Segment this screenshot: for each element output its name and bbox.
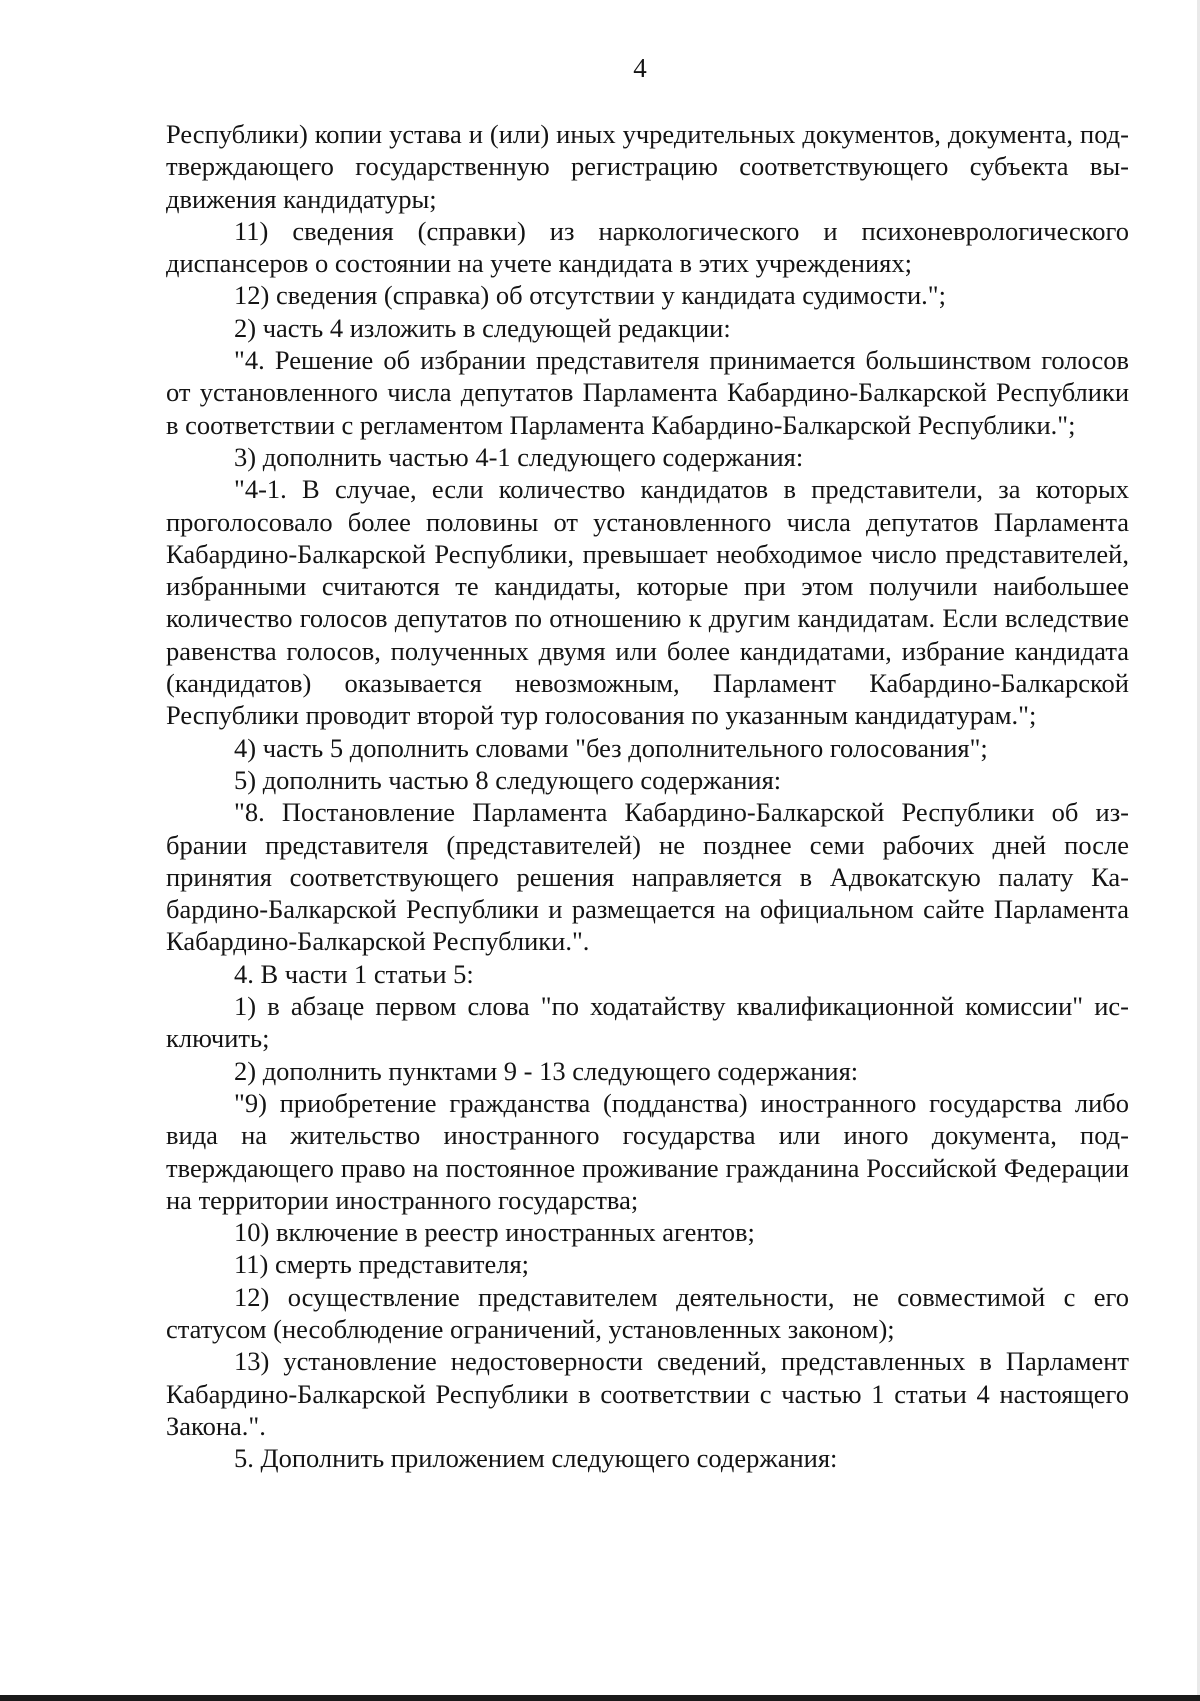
paragraph: 4) часть 5 дополнить словами "без дополнительного голосования"; bbox=[234, 732, 988, 763]
paragraph: "4-1. В случае, если количество кандидатов в представители, за которых проголосовало более половины от установленного числа депутатов Парламента Кабардино-Балкарской Республики, превышает необходимое число представителей, избранными считаются те кандидаты, которые при этом получили наибольшее количество голосов депутатов по отношению к другим кандидатам. Если вследствие равенства голосов, полученных двумя или более кандидатами, избрание кандидата (кандидатов) оказывается невозможным, Парламент Кабардино-Балкарской Республики проводит второй тур голосования по указанным кандидатурам."; bbox=[166, 474, 1129, 731]
paragraph: "9) приобретение гражданства (подданства) иностранного государства либо вида на жительство иностранного государства или иного документа, подтверждающего право на постоянное проживание гражданина Российской Федерации на территории иностранного государства; bbox=[166, 1087, 1129, 1215]
paragraph: 13) установление недостоверности сведений, представленных в Парламент Кабардино-Балкарской Республики в соответствии с частью 1 статьи 4 настоящего Закона.". bbox=[166, 1346, 1129, 1441]
paragraph: 5) дополнить частью 8 следующего содержания: bbox=[234, 764, 782, 795]
paragraph: 4. В части 1 статьи 5: bbox=[234, 958, 474, 989]
paragraph: 10) включение в реестр иностранных агентов; bbox=[234, 1217, 755, 1248]
paragraph: 3) дополнить частью 4-1 следующего содержания: bbox=[234, 441, 804, 472]
paragraph: 2) дополнить пунктами 9 - 13 следующего содержания: bbox=[234, 1055, 859, 1086]
paragraph: Республики) копии устава и (или) иных учредительных документов, документа, подтверждающего государственную регистрацию соответствующего субъекта выдвижения кандидатуры; bbox=[166, 119, 1129, 214]
paragraph: 1) в абзаце первом слова "по ходатайству квалификационной комиссии" исключить; bbox=[166, 991, 1129, 1054]
paragraph: 5. Дополнить приложением следующего содержания: bbox=[234, 1443, 838, 1474]
paragraph: 12) осуществление представителем деятельности, не совместимой с его статусом (несоблюдение ограничений, установленных законом); bbox=[166, 1281, 1129, 1344]
paragraph: 12) сведения (справка) об отсутствии у кандидата судимости."; bbox=[234, 280, 946, 311]
paragraph: 11) смерть представителя; bbox=[234, 1249, 530, 1280]
document-body bbox=[166, 118, 1129, 1474]
scan-edge-bottom bbox=[0, 1695, 1200, 1701]
paragraph: 2) часть 4 изложить в следующей редакции: bbox=[234, 312, 731, 343]
paragraph: "8. Постановление Парламента Кабардино-Балкарской Республики об избрании представителя (представителей) не позднее семи рабочих дней после принятия соответствующего решения направляется в Адвокатскую палату Кабардино-Балкарской Республики и размещается на официальном сайте Парламента Кабардино-Балкарской Республики.". bbox=[166, 797, 1129, 957]
page-number: 4 bbox=[633, 53, 647, 83]
paragraph: 11) сведения (справки) из наркологического и психоневрологического диспансеров о состоянии на учете кандидата в этих учреждениях; bbox=[166, 215, 1129, 279]
paragraph: "4. Решение об избрании представителя принимается большинством голосов от установленного числа депутатов Парламента Кабардино-Балкарской Республики в соответствии с регламентом Парламента Кабардино-Балкарской Республики."; bbox=[166, 345, 1129, 440]
